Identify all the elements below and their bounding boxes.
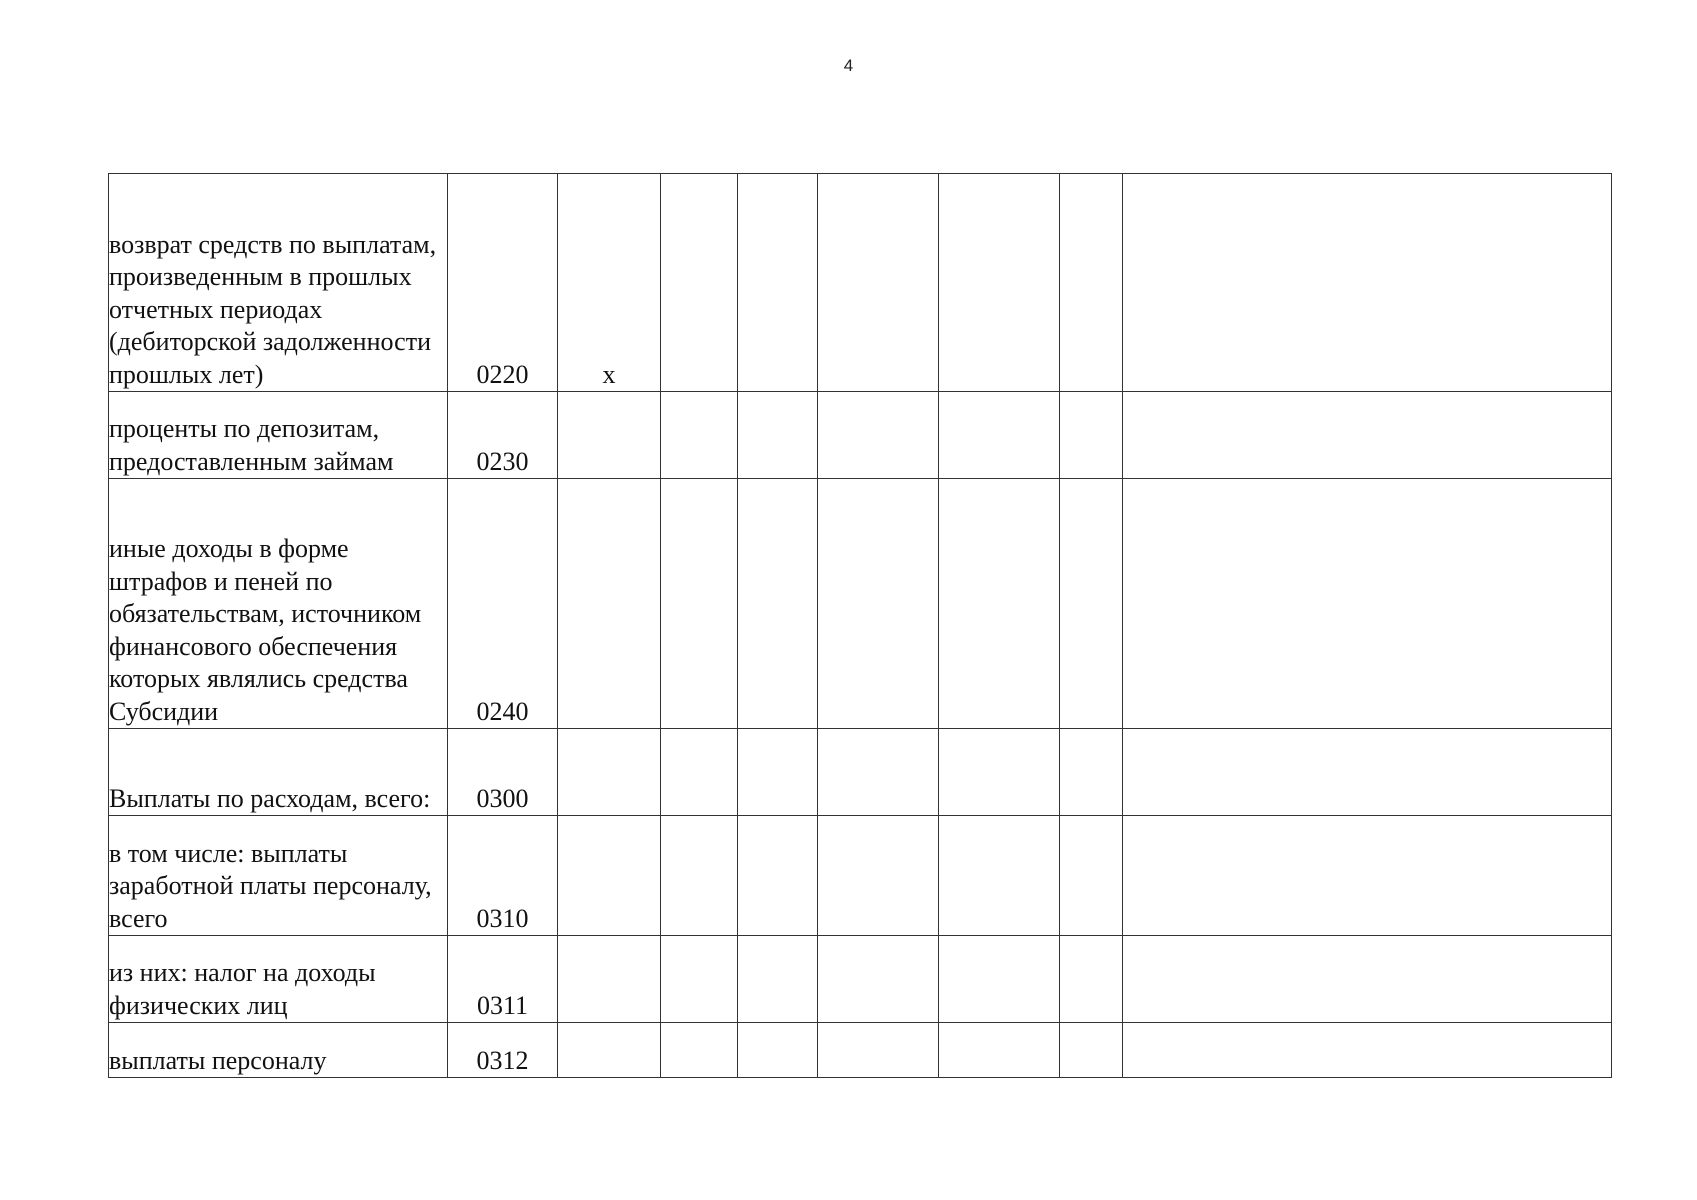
value-cell (939, 479, 1060, 729)
value-cell (661, 816, 738, 936)
row-mark (558, 936, 661, 1023)
value-cell (1060, 392, 1123, 479)
value-cell (1123, 479, 1612, 729)
row-label: иные доходы в форме штрафов и пеней по обязательствам, источником финансового обеспечения которых являлись средства Субсидии (109, 479, 448, 729)
value-cell (738, 392, 818, 479)
row-mark (558, 479, 661, 729)
value-cell (818, 392, 939, 479)
value-cell (1060, 816, 1123, 936)
value-cell (1123, 392, 1612, 479)
row-mark: x (558, 174, 661, 392)
row-code: 0240 (448, 479, 558, 729)
value-cell (1060, 1023, 1123, 1078)
value-cell (661, 479, 738, 729)
value-cell (1060, 479, 1123, 729)
row-label: Выплаты по расходам, всего: (109, 729, 448, 816)
report-table (108, 173, 1612, 1078)
value-cell (661, 174, 738, 392)
value-cell (1060, 729, 1123, 816)
value-cell (738, 816, 818, 936)
value-cell (661, 1023, 738, 1078)
value-cell (818, 174, 939, 392)
value-cell (1123, 816, 1612, 936)
value-cell (818, 936, 939, 1023)
row-code: 0220 (448, 174, 558, 392)
table-row (109, 729, 1612, 816)
row-code: 0312 (448, 1023, 558, 1078)
value-cell (818, 1023, 939, 1078)
table-row (109, 1023, 1612, 1078)
value-cell (939, 816, 1060, 936)
page-number: 4 (843, 56, 854, 75)
value-cell (661, 392, 738, 479)
row-code: 0310 (448, 816, 558, 936)
value-cell (661, 729, 738, 816)
value-cell (818, 816, 939, 936)
row-label: из них: налог на доходы физических лиц (109, 936, 448, 1023)
value-cell (738, 479, 818, 729)
row-mark (558, 392, 661, 479)
value-cell (818, 729, 939, 816)
value-cell (939, 729, 1060, 816)
row-label: проценты по депозитам, предоставленным займам (109, 392, 448, 479)
row-code: 0230 (448, 392, 558, 479)
row-mark (558, 729, 661, 816)
row-code: 0311 (448, 936, 558, 1023)
table-row (109, 392, 1612, 479)
value-cell (738, 1023, 818, 1078)
row-code: 0300 (448, 729, 558, 816)
value-cell (1060, 174, 1123, 392)
value-cell (1060, 936, 1123, 1023)
value-cell (939, 392, 1060, 479)
value-cell (661, 936, 738, 1023)
value-cell (939, 174, 1060, 392)
value-cell (1123, 174, 1612, 392)
table-row (109, 936, 1612, 1023)
value-cell (738, 729, 818, 816)
value-cell (939, 936, 1060, 1023)
value-cell (738, 936, 818, 1023)
row-mark (558, 816, 661, 936)
table-row (109, 816, 1612, 936)
value-cell (738, 174, 818, 392)
value-cell (1123, 1023, 1612, 1078)
table-row (109, 479, 1612, 729)
value-cell (1123, 729, 1612, 816)
value-cell (939, 1023, 1060, 1078)
row-mark (558, 1023, 661, 1078)
value-cell (818, 479, 939, 729)
row-label: выплаты персоналу (109, 1023, 448, 1078)
row-label: возврат средств по выплатам, произведенным в прошлых отчетных периодах (дебиторской задолженности прошлых лет) (109, 174, 448, 392)
table-row (109, 174, 1612, 392)
value-cell (1123, 936, 1612, 1023)
row-label: в том числе: выплаты заработной платы персоналу, всего (109, 816, 448, 936)
